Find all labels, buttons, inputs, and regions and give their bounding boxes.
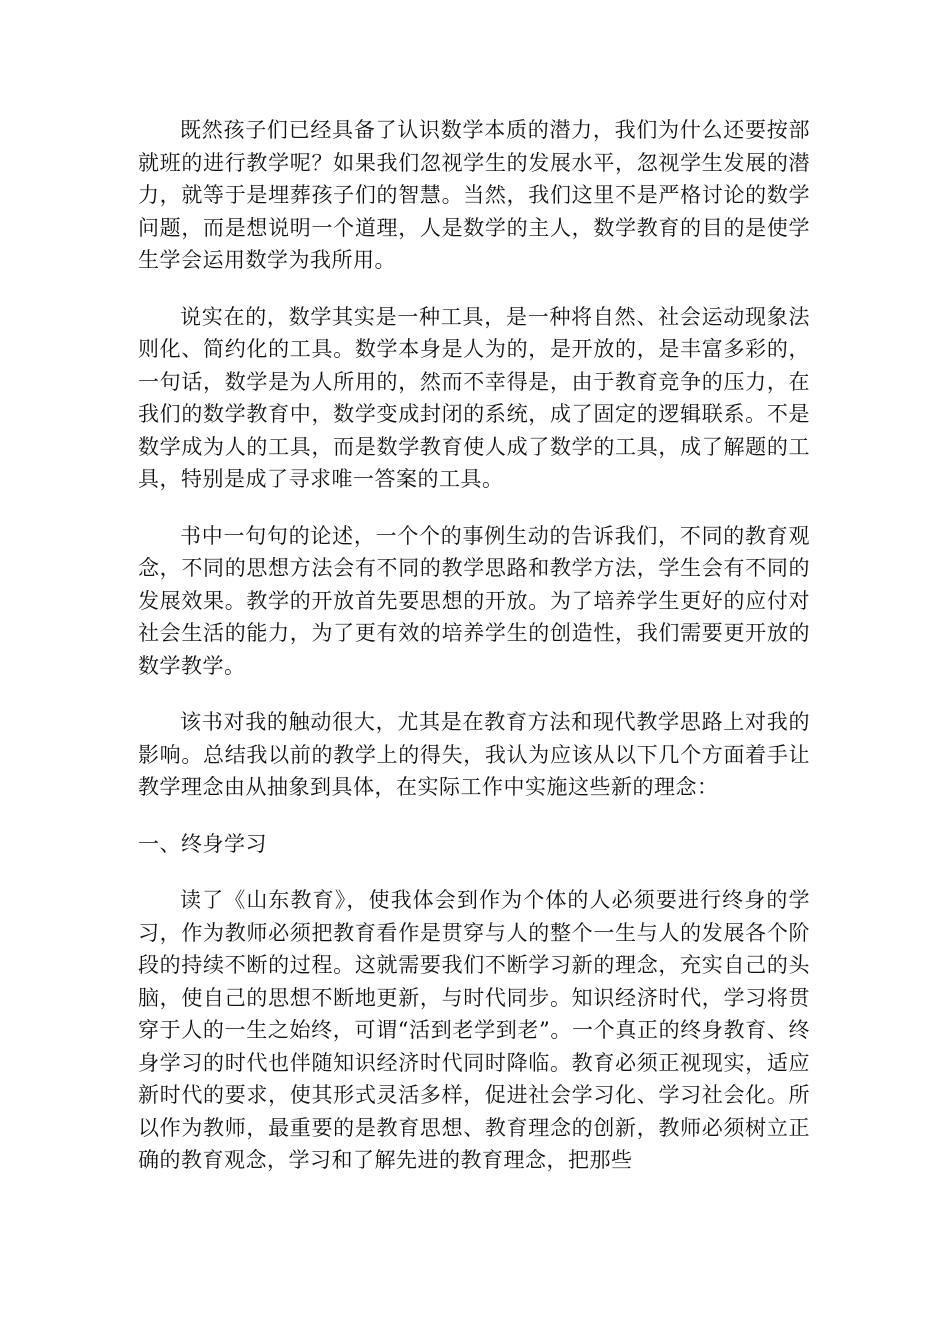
paragraph-2: 说实在的，数学其实是一种工具，是一种将自然、社会运动现象法则化、简约化的工具。数学本身是人为的，是开放的，是丰富多彩的，一句话，数学是为人所用的，然而不幸得是，由于教育竞争的压力，在我们的数学教育中，数学变成封闭的系统，成了固定的逻辑联系。不是数学成为人的工具，而是数学教育使人成了数学的工具，成了解题的工具，特别是成了寻求唯一答案的工具。 (138, 304, 810, 491)
section-heading: 一、终身学习 (138, 831, 267, 856)
paragraph-3: 书中一句句的论述，一个个的事例生动的告诉我们，不同的教育观念，不同的思想方法会有不同的教学思路和教学方法，学生会有不同的发展效果。教学的开放首先要思想的开放。为了培养学生更好的应付对社会生活的能力，为了更有效的培养学生的创造性，我们需要更开放的数学教学。 (138, 523, 810, 678)
paragraph-4: 该书对我的触动很大，尤其是在教育方法和现代教学思路上对我的影响。总结我以前的教学上的得失，我认为应该从以下几个方面着手让教学理念由从抽象到具体，在实际工作中实施这些新的理念： (138, 710, 810, 799)
paragraph-5: 读了《山东教育》，使我体会到作为个体的人必须要进行终身的学习，作为教师必须把教育看作是贯穿与人的整个一生与人的发展各个阶段的持续不断的过程。这就需要我们不断学习新的理念，充实自己的头脑，使自己的思想不断地更新，与时代同步。知识经济时代，学习将贯穿于人的一生之始终，可谓“活到老学到老”。一个真正的终身教育、终身学习的时代也伴随知识经济时代同时降临。教育必须正视现实，适应新时代的要求，使其形式灵活多样，促进社会学习化、学习社会化。所以作为教师，最重要的是教育思想、教育理念的创新，教师必须树立正确的教育观念，学习和了解先进的教育理念，把那些 (138, 888, 810, 1172)
paragraph-1: 既然孩子们已经具备了认识数学本质的潜力，我们为什么还要按部就班的进行教学呢？如果我们忽视学生的发展水平，忽视学生发展的潜力，就等于是埋葬孩子们的智慧。当然，我们这里不是严格讨论的数学问题，而是想说明一个道理，人是数学的主人，数学教育的目的是使学生学会运用数学为我所用。 (138, 118, 810, 272)
document-page (138, 114, 810, 1177)
